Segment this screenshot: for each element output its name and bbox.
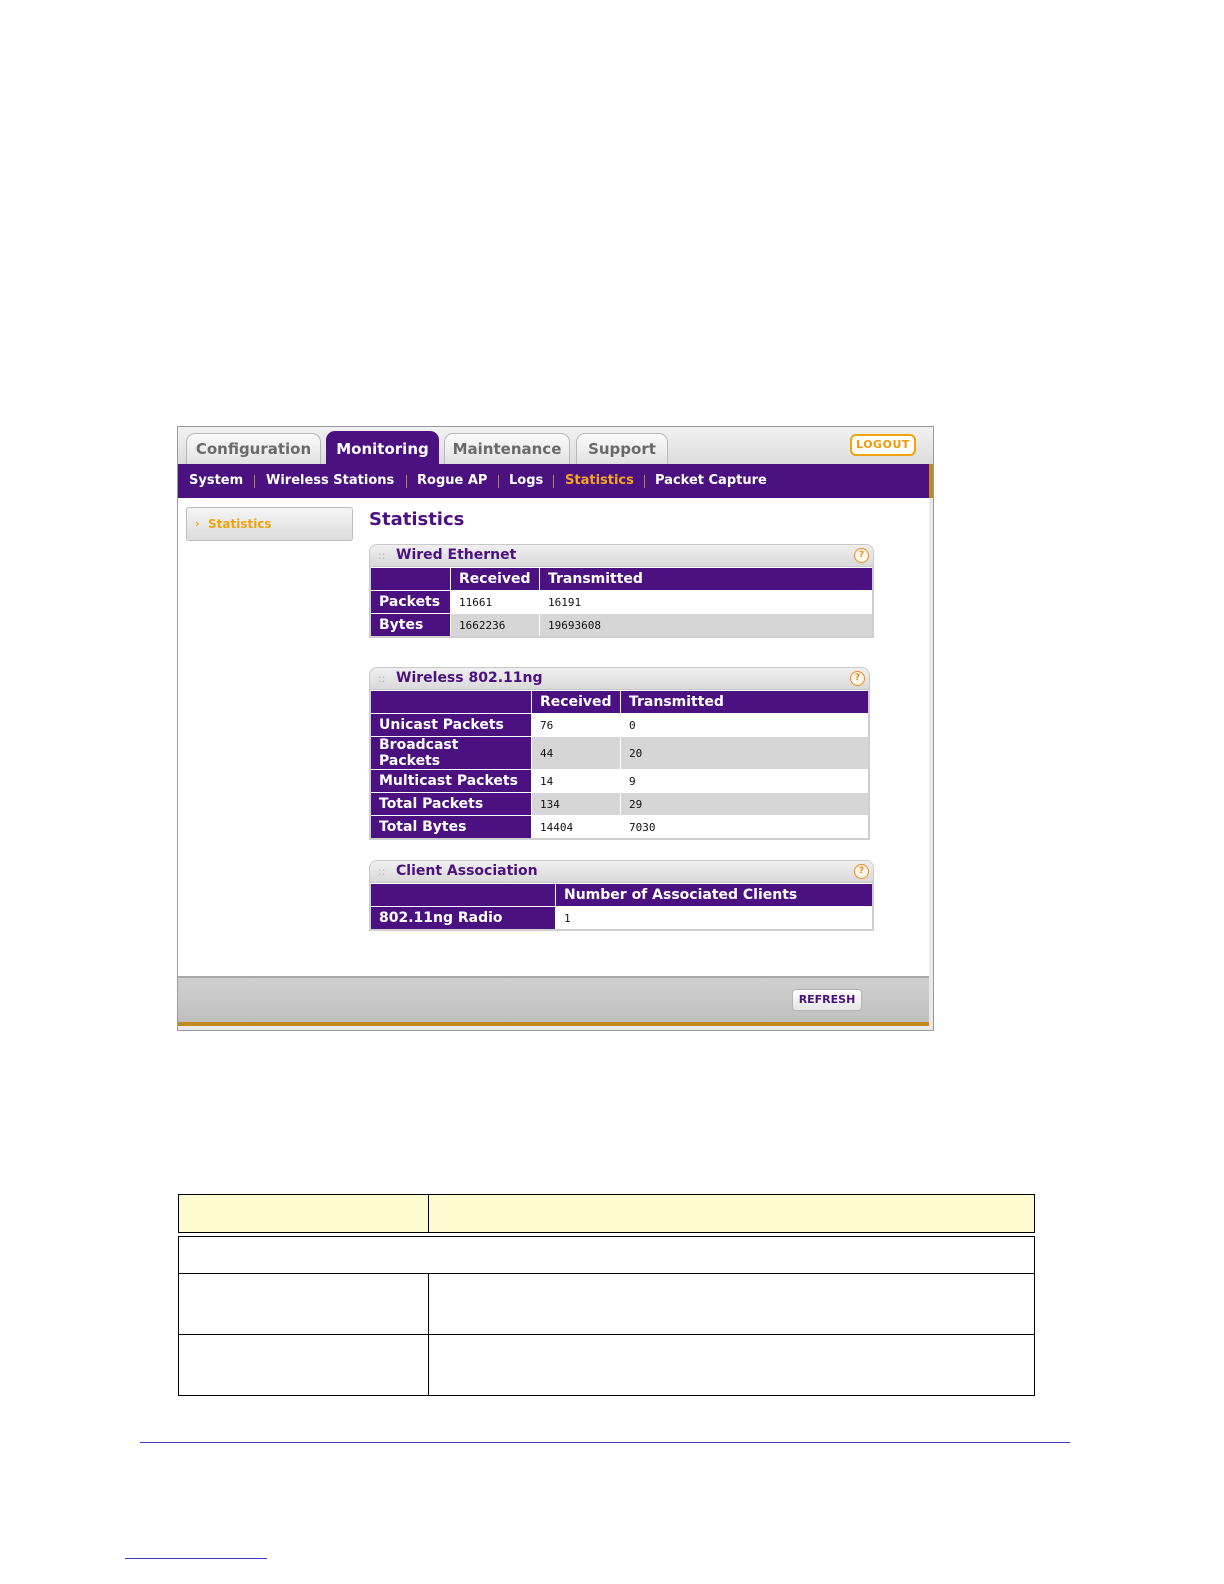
client-count-value: 1 [556, 907, 874, 931]
wireless-table [369, 690, 870, 840]
table-row [370, 816, 869, 840]
logout-button[interactable]: LOGOUT [850, 434, 916, 456]
row-label: 802.11ng Radio [370, 907, 556, 931]
table-row [370, 737, 869, 770]
table-header-row [179, 1195, 1035, 1233]
panel-header [369, 667, 870, 690]
table-row [179, 1274, 1035, 1335]
settings-description-table [178, 1194, 1035, 1396]
panel-title: Wired Ethernet [396, 547, 517, 563]
received-value: 76 [532, 714, 621, 737]
sidebar-item-statistics[interactable] [186, 507, 353, 541]
sub-navigation [178, 464, 933, 498]
received-value: 11661 [451, 591, 540, 614]
received-value: 14 [532, 770, 621, 793]
transmitted-value: 19693608 [540, 614, 874, 638]
transmitted-value: 29 [621, 793, 870, 816]
sidebar-item-label: Statistics [208, 517, 272, 531]
received-value: 134 [532, 793, 621, 816]
table-row [370, 793, 869, 816]
transmitted-value: 0 [621, 714, 870, 737]
table-row [179, 1335, 1035, 1396]
table-cell [179, 1274, 429, 1335]
help-icon[interactable]: ? [850, 671, 865, 686]
tab-support[interactable]: Support [576, 433, 668, 464]
subnav-rogue-ap[interactable]: Rogue AP [417, 473, 488, 488]
row-label: Total Packets [370, 793, 532, 816]
row-label: Multicast Packets [370, 770, 532, 793]
table-cell [429, 1274, 1035, 1335]
subnav-separator [553, 475, 554, 488]
column-header: Received [451, 568, 540, 591]
drag-grip-icon: :: [378, 672, 386, 685]
panel-header [369, 544, 874, 567]
table-row [370, 770, 869, 793]
subnav-statistics[interactable]: Statistics [565, 473, 634, 488]
statistics-screenshot [177, 426, 934, 1031]
table-row [370, 714, 869, 737]
tab-monitoring[interactable]: Monitoring [326, 431, 439, 464]
table-row [370, 591, 873, 614]
drag-grip-icon: :: [378, 549, 386, 562]
row-label: Packets [370, 591, 451, 614]
drag-grip-icon: :: [378, 865, 386, 878]
transmitted-value: 20 [621, 737, 870, 770]
header-cell [429, 1195, 1035, 1233]
subnav-system[interactable]: System [189, 473, 244, 488]
footnote-rule [125, 1558, 267, 1559]
row-label: Bytes [370, 614, 451, 638]
button-bar [178, 976, 929, 1026]
subnav-packet-capture[interactable]: Packet Capture [655, 473, 767, 488]
chevron-right-icon: › [195, 517, 200, 530]
transmitted-value: 7030 [621, 816, 870, 840]
received-value: 14404 [532, 816, 621, 840]
column-header: Transmitted [621, 691, 870, 714]
wireless-panel [369, 667, 870, 840]
table-row [370, 614, 873, 638]
received-value: 44 [532, 737, 621, 770]
transmitted-value: 9 [621, 770, 870, 793]
subnav-logs[interactable]: Logs [509, 473, 544, 488]
subnav-separator [254, 475, 255, 488]
page-divider [140, 1442, 1070, 1443]
table-cell [179, 1335, 429, 1396]
section-row [179, 1237, 1035, 1274]
panel-title: Wireless 802.11ng [396, 670, 543, 686]
help-icon[interactable]: ? [854, 864, 869, 879]
subnav-separator [406, 475, 407, 488]
subnav-separator [498, 475, 499, 488]
row-label: Total Bytes [370, 816, 532, 840]
wired-ethernet-panel [369, 544, 874, 638]
subnav-wireless-stations[interactable]: Wireless Stations [266, 473, 395, 488]
help-icon[interactable]: ? [854, 548, 869, 563]
table-row [370, 907, 873, 931]
column-header: Number of Associated Clients [556, 884, 874, 907]
refresh-button[interactable]: REFRESH [792, 989, 862, 1011]
subnav-separator [644, 475, 645, 488]
wired-ethernet-table [369, 567, 874, 638]
tab-configuration[interactable]: Configuration [186, 433, 321, 464]
row-label: Broadcast Packets [370, 737, 532, 770]
column-header [370, 884, 556, 907]
client-association-table [369, 883, 874, 931]
client-association-panel [369, 860, 874, 931]
transmitted-value: 16191 [540, 591, 874, 614]
row-label: Unicast Packets [370, 714, 532, 737]
column-header: Transmitted [540, 568, 874, 591]
header-cell [179, 1195, 429, 1233]
page-title: Statistics [369, 509, 465, 530]
main-tab-bar [178, 427, 933, 464]
received-value: 1662236 [451, 614, 540, 638]
content-area [178, 498, 929, 976]
panel-header [369, 860, 874, 883]
section-cell [179, 1237, 1035, 1274]
footer-accent-strip [178, 1022, 929, 1026]
panel-title: Client Association [396, 863, 538, 879]
column-header: Received [532, 691, 621, 714]
column-header [370, 568, 451, 591]
tab-maintenance[interactable]: Maintenance [444, 433, 570, 464]
table-cell [429, 1335, 1035, 1396]
column-header [370, 691, 532, 714]
